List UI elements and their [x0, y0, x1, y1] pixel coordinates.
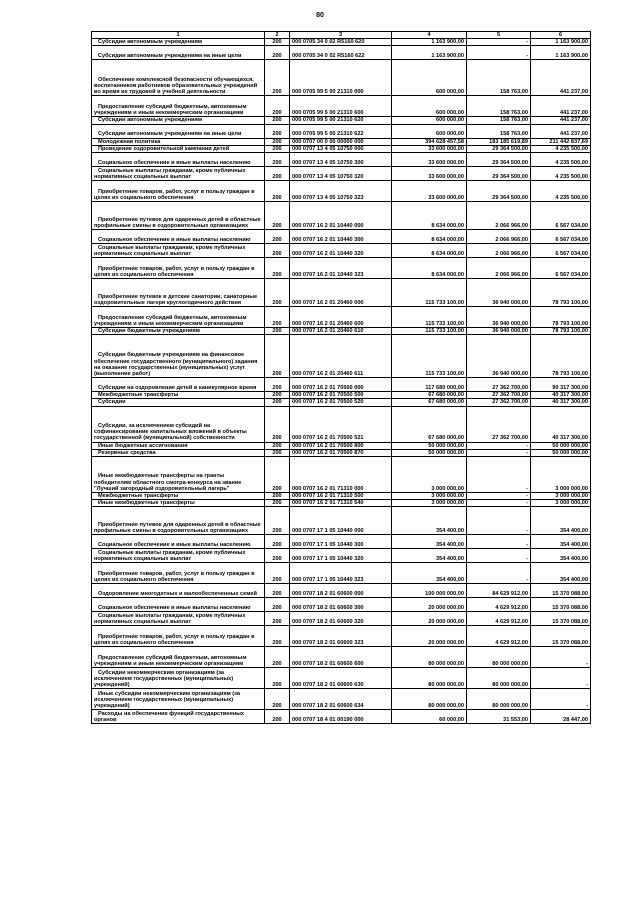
- row-code: 200: [265, 244, 290, 258]
- row-name: Молодежная политика: [92, 138, 265, 145]
- row-approved-amount: 600 000,00: [392, 96, 467, 117]
- row-approved-amount: 80 000 000,00: [392, 647, 467, 668]
- row-unexecuted-amount: 15 370 088,00: [531, 584, 591, 598]
- row-approved-amount: 1 163 900,00: [392, 46, 467, 60]
- row-classification-code: 000 0707 18 4 01 00190 000: [290, 710, 392, 724]
- row-code: 200: [265, 60, 290, 96]
- row-code: 200: [265, 535, 290, 549]
- table-row: [92, 612, 591, 626]
- row-unexecuted-amount: 40 317 300,00: [531, 399, 591, 406]
- row-classification-code: 000 0707 13 4 05 10750 300: [290, 153, 392, 167]
- row-name: Субсидии: [92, 399, 265, 406]
- row-name: Межбюджетные трансферты: [92, 392, 265, 399]
- table-row: [92, 689, 591, 710]
- row-name: Предоставление субсидий бюджетным, автономным учреждениям и иным некоммерческим организациям: [92, 307, 265, 328]
- table-row: [92, 279, 591, 307]
- row-classification-code: 000 0705 99 5 00 21310 000: [290, 60, 392, 96]
- table-row: [92, 202, 591, 230]
- row-executed-amount: 80 000 000,00: [467, 689, 531, 710]
- row-name: Социальное обеспечение и иные выплаты населению: [92, 598, 265, 612]
- row-approved-amount: 117 680 000,00: [392, 378, 467, 392]
- row-unexecuted-amount: 1 163 900,00: [531, 39, 591, 46]
- row-executed-amount: 29 364 500,00: [467, 153, 531, 167]
- row-classification-code: 000 0705 34 0 02 R5160 622: [290, 46, 392, 60]
- table-row: [92, 124, 591, 138]
- table-row: [92, 328, 591, 335]
- row-name: Социальные выплаты гражданам, кроме публичных нормативных социальных выплат: [92, 612, 265, 626]
- table-row: [92, 335, 591, 378]
- row-name: Субсидии автономным учреждениям: [92, 39, 265, 46]
- table-row: [92, 60, 591, 96]
- row-code: 200: [265, 138, 290, 145]
- column-header: 4: [392, 32, 467, 39]
- row-code: 200: [265, 563, 290, 584]
- row-unexecuted-amount: 441 237,00: [531, 60, 591, 96]
- row-unexecuted-amount: 4 235 500,00: [531, 167, 591, 181]
- row-name: Социальные выплаты гражданам, кроме публичных нормативных социальных выплат: [92, 244, 265, 258]
- row-name: Приобретение товаров, работ, услуг в пользу граждан в целях их социального обеспечения: [92, 258, 265, 279]
- table-row: [92, 668, 591, 689]
- row-unexecuted-amount: 28 447,00: [531, 710, 591, 724]
- row-classification-code: 000 0707 16 2 01 71310 000: [290, 457, 392, 493]
- row-code: 200: [265, 399, 290, 406]
- row-code: 200: [265, 612, 290, 626]
- row-executed-amount: -: [467, 507, 531, 535]
- row-approved-amount: 8 634 000,00: [392, 230, 467, 244]
- row-code: 200: [265, 145, 290, 152]
- row-approved-amount: 115 733 100,00: [392, 279, 467, 307]
- table-row: [92, 535, 591, 549]
- row-code: 200: [265, 167, 290, 181]
- row-name: Субсидии на оздоровление детей в каникулярное время: [92, 378, 265, 392]
- table-row: [92, 46, 591, 60]
- row-executed-amount: 4 629 912,00: [467, 626, 531, 647]
- row-approved-amount: 115 733 100,00: [392, 307, 467, 328]
- row-executed-amount: 183 185 619,89: [467, 138, 531, 145]
- row-executed-amount: 29 364 500,00: [467, 145, 531, 152]
- row-name: Приобретение путевок для одаренных детей в областные профильные смены в оздоровительных организациях: [92, 507, 265, 535]
- row-classification-code: 000 0707 17 1 05 10440 000: [290, 507, 392, 535]
- row-code: 200: [265, 335, 290, 378]
- row-unexecuted-amount: 6 567 034,00: [531, 230, 591, 244]
- row-approved-amount: 3 000 000,00: [392, 500, 467, 507]
- row-unexecuted-amount: 441 237,00: [531, 124, 591, 138]
- row-classification-code: 000 0707 18 2 01 60600 634: [290, 689, 392, 710]
- row-executed-amount: 29 364 500,00: [467, 167, 531, 181]
- row-unexecuted-amount: 78 793 100,00: [531, 279, 591, 307]
- row-approved-amount: 354 400,00: [392, 507, 467, 535]
- row-code: 200: [265, 378, 290, 392]
- row-unexecuted-amount: 354 400,00: [531, 535, 591, 549]
- row-classification-code: 000 0707 18 2 01 60600 000: [290, 584, 392, 598]
- row-code: 200: [265, 449, 290, 456]
- row-executed-amount: 2 066 966,00: [467, 202, 531, 230]
- row-executed-amount: 158 763,00: [467, 60, 531, 96]
- row-classification-code: 000 0707 18 2 01 60600 300: [290, 598, 392, 612]
- row-classification-code: 000 0707 16 2 01 70500 521: [290, 406, 392, 442]
- row-classification-code: 000 0705 99 5 00 21310 620: [290, 117, 392, 124]
- row-unexecuted-amount: 354 400,00: [531, 507, 591, 535]
- row-code: 200: [265, 406, 290, 442]
- row-name: Субсидии автономным учреждениям на иные цели: [92, 46, 265, 60]
- row-classification-code: 000 0707 16 2 01 20460 600: [290, 307, 392, 328]
- row-approved-amount: 20 000 000,00: [392, 598, 467, 612]
- row-executed-amount: 2 066 966,00: [467, 258, 531, 279]
- row-classification-code: 000 0707 16 2 01 20460 611: [290, 335, 392, 378]
- row-classification-code: 000 0707 16 2 01 10440 300: [290, 230, 392, 244]
- row-executed-amount: 84 629 912,00: [467, 584, 531, 598]
- row-classification-code: 000 0707 18 2 01 60600 320: [290, 612, 392, 626]
- row-unexecuted-amount: 4 235 500,00: [531, 153, 591, 167]
- row-classification-code: 000 0707 18 2 01 60600 600: [290, 647, 392, 668]
- row-classification-code: 000 0707 00 0 00 00000 000: [290, 138, 392, 145]
- row-approved-amount: 115 733 100,00: [392, 328, 467, 335]
- row-approved-amount: 3 000 000,00: [392, 493, 467, 500]
- table-row: [92, 378, 591, 392]
- row-code: 200: [265, 626, 290, 647]
- row-name: Резервные средства: [92, 449, 265, 456]
- table-row: [92, 449, 591, 456]
- row-executed-amount: -: [467, 549, 531, 563]
- row-unexecuted-amount: 15 370 088,00: [531, 626, 591, 647]
- row-code: 200: [265, 307, 290, 328]
- table-row: [92, 181, 591, 202]
- row-unexecuted-amount: 78 793 100,00: [531, 335, 591, 378]
- row-code: 200: [265, 668, 290, 689]
- row-classification-code: 000 0707 13 4 05 10750 000: [290, 145, 392, 152]
- budget-execution-table: [91, 31, 591, 724]
- row-name: Иные субсидии некоммерческим организациям (за исключением государственных (муниципальных) учреждений): [92, 689, 265, 710]
- row-classification-code: 000 0707 16 2 01 70500 000: [290, 378, 392, 392]
- row-classification-code: 000 0707 16 2 01 10440 320: [290, 244, 392, 258]
- table-row: [92, 598, 591, 612]
- row-unexecuted-amount: 6 567 034,00: [531, 202, 591, 230]
- row-name: Субсидии, за исключением субсидий на софинансирование капитальных вложений в объекты государственной (муниципальной) собственности: [92, 406, 265, 442]
- row-approved-amount: 20 000 000,00: [392, 626, 467, 647]
- row-approved-amount: 354 400,00: [392, 535, 467, 549]
- row-unexecuted-amount: 4 235 500,00: [531, 181, 591, 202]
- table-row: [92, 442, 591, 449]
- row-code: 200: [265, 117, 290, 124]
- table-row: [92, 96, 591, 117]
- row-name: Приобретение товаров, работ, услуг в пользу граждан в целях их социального обеспечения: [92, 563, 265, 584]
- row-code: 200: [265, 328, 290, 335]
- row-approved-amount: 3 000 000,00: [392, 457, 467, 493]
- table-row: [92, 493, 591, 500]
- row-code: 200: [265, 710, 290, 724]
- table-row: [92, 258, 591, 279]
- row-name: Социальное обеспечение и иные выплаты населению: [92, 535, 265, 549]
- row-classification-code: 000 0707 16 2 01 70500 500: [290, 392, 392, 399]
- row-unexecuted-amount: 6 567 034,00: [531, 258, 591, 279]
- row-executed-amount: 27 362 700,00: [467, 392, 531, 399]
- row-executed-amount: 29 364 500,00: [467, 181, 531, 202]
- row-code: 200: [265, 279, 290, 307]
- row-approved-amount: 8 634 000,00: [392, 202, 467, 230]
- row-code: 200: [265, 124, 290, 138]
- row-code: 200: [265, 507, 290, 535]
- table-row: [92, 457, 591, 493]
- row-executed-amount: -: [467, 563, 531, 584]
- row-executed-amount: 36 940 000,00: [467, 307, 531, 328]
- row-unexecuted-amount: 3 000 000,00: [531, 500, 591, 507]
- row-code: 200: [265, 202, 290, 230]
- row-unexecuted-amount: 3 000 000,00: [531, 457, 591, 493]
- row-classification-code: 000 0707 16 2 01 70500 520: [290, 399, 392, 406]
- table-row: [92, 392, 591, 399]
- table-row: [92, 167, 591, 181]
- row-unexecuted-amount: 211 442 837,69: [531, 138, 591, 145]
- row-classification-code: 000 0707 13 4 05 10750 323: [290, 181, 392, 202]
- row-classification-code: 000 0705 99 5 00 21310 622: [290, 124, 392, 138]
- row-name: Обеспечение комплексной безопасности обучающихся, воспитанников работников образовательных учреждений во время их трудовой и учебной деятельности: [92, 60, 265, 96]
- row-classification-code: 000 0707 16 2 01 20460 610: [290, 328, 392, 335]
- row-classification-code: 000 0707 13 4 05 10750 320: [290, 167, 392, 181]
- column-header: 3: [290, 32, 392, 39]
- row-executed-amount: 80 000 000,00: [467, 647, 531, 668]
- row-name: Оздоровление многодетных и малообеспеченных семей: [92, 584, 265, 598]
- row-classification-code: 000 0707 16 2 01 70500 870: [290, 449, 392, 456]
- row-approved-amount: 1 163 900,00: [392, 39, 467, 46]
- row-name: Субсидии автономным учреждениям на иные цели: [92, 124, 265, 138]
- row-executed-amount: -: [467, 449, 531, 456]
- row-code: 200: [265, 258, 290, 279]
- table-row: [92, 507, 591, 535]
- row-unexecuted-amount: 441 237,00: [531, 117, 591, 124]
- row-executed-amount: 31 553,00: [467, 710, 531, 724]
- row-unexecuted-amount: -: [531, 647, 591, 668]
- row-executed-amount: 27 362 700,00: [467, 378, 531, 392]
- row-approved-amount: 8 634 000,00: [392, 258, 467, 279]
- row-name: Социальные выплаты гражданам, кроме публичных нормативных социальных выплат: [92, 167, 265, 181]
- column-header: 5: [467, 32, 531, 39]
- row-code: 200: [265, 46, 290, 60]
- row-code: 200: [265, 598, 290, 612]
- row-name: Приобретение путевок для одаренных детей в областные профильные смены в оздоровительных организациях: [92, 202, 265, 230]
- row-approved-amount: 600 000,00: [392, 117, 467, 124]
- row-unexecuted-amount: -: [531, 668, 591, 689]
- row-approved-amount: 33 600 000,00: [392, 181, 467, 202]
- column-number-row: [92, 32, 591, 39]
- row-code: 200: [265, 392, 290, 399]
- row-approved-amount: 354 400,00: [392, 549, 467, 563]
- row-approved-amount: 8 634 000,00: [392, 244, 467, 258]
- table-row: [92, 584, 591, 598]
- table-row: [92, 647, 591, 668]
- row-code: 200: [265, 689, 290, 710]
- table-row: [92, 153, 591, 167]
- row-executed-amount: -: [467, 493, 531, 500]
- row-code: 200: [265, 549, 290, 563]
- table-row: [92, 500, 591, 507]
- row-classification-code: 000 0707 17 1 05 10440 323: [290, 563, 392, 584]
- table-row: [92, 399, 591, 406]
- row-approved-amount: 600 000,00: [392, 60, 467, 96]
- row-name: Иные бюджетные ассигнования: [92, 442, 265, 449]
- column-header: 6: [531, 32, 591, 39]
- row-approved-amount: 60 000,00: [392, 710, 467, 724]
- row-unexecuted-amount: 90 317 300,00: [531, 378, 591, 392]
- row-unexecuted-amount: 78 793 100,00: [531, 328, 591, 335]
- row-executed-amount: 80 000 000,00: [467, 668, 531, 689]
- row-unexecuted-amount: 4 235 500,00: [531, 145, 591, 152]
- table-row: [92, 145, 591, 152]
- row-name: Иные межбюджетные трансферты на гранты победителям областного смотра-конкурса на звание "Лучший загородный оздоровительный лагерь": [92, 457, 265, 493]
- row-unexecuted-amount: 3 000 000,00: [531, 493, 591, 500]
- row-approved-amount: 33 600 000,00: [392, 145, 467, 152]
- row-executed-amount: 4 629 912,00: [467, 612, 531, 626]
- row-name: Приобретение товаров, работ, услуг в пользу граждан в целях их социального обеспечения: [92, 626, 265, 647]
- row-classification-code: 000 0707 16 2 01 71310 500: [290, 493, 392, 500]
- row-unexecuted-amount: 354 400,00: [531, 549, 591, 563]
- table-row: [92, 39, 591, 46]
- row-code: 200: [265, 493, 290, 500]
- table-row: [92, 626, 591, 647]
- table-row: [92, 563, 591, 584]
- row-executed-amount: 2 066 966,00: [467, 230, 531, 244]
- row-approved-amount: 50 000 000,00: [392, 449, 467, 456]
- row-executed-amount: 27 362 700,00: [467, 406, 531, 442]
- row-code: 200: [265, 500, 290, 507]
- table-row: [92, 406, 591, 442]
- row-classification-code: 000 0707 16 2 01 70500 800: [290, 442, 392, 449]
- row-approved-amount: 67 680 000,00: [392, 392, 467, 399]
- row-classification-code: 000 0707 17 1 05 10440 300: [290, 535, 392, 549]
- row-name: Субсидии некоммерческим организациям (за исключением государственных (муниципальных) учреждений): [92, 668, 265, 689]
- row-approved-amount: 20 000 000,00: [392, 612, 467, 626]
- row-name: Иные межбюджетные трансферты: [92, 500, 265, 507]
- row-name: Межбюджетные трансферты: [92, 493, 265, 500]
- row-unexecuted-amount: 78 793 100,00: [531, 307, 591, 328]
- row-executed-amount: -: [467, 46, 531, 60]
- row-approved-amount: 50 000 000,00: [392, 442, 467, 449]
- row-executed-amount: -: [467, 39, 531, 46]
- row-name: Социальное обеспечение и иные выплаты населению: [92, 153, 265, 167]
- row-approved-amount: 67 680 000,00: [392, 406, 467, 442]
- row-executed-amount: 36 940 000,00: [467, 279, 531, 307]
- row-executed-amount: -: [467, 535, 531, 549]
- row-code: 200: [265, 181, 290, 202]
- row-code: 200: [265, 230, 290, 244]
- row-executed-amount: -: [467, 457, 531, 493]
- row-executed-amount: 36 940 000,00: [467, 335, 531, 378]
- row-unexecuted-amount: 441 237,00: [531, 96, 591, 117]
- row-executed-amount: 36 940 000,00: [467, 328, 531, 335]
- row-unexecuted-amount: 354 400,00: [531, 563, 591, 584]
- column-header: 2: [265, 32, 290, 39]
- row-name: Субсидии автономным учреждениям: [92, 117, 265, 124]
- row-classification-code: 000 0707 16 2 01 20460 000: [290, 279, 392, 307]
- row-unexecuted-amount: 40 317 300,00: [531, 406, 591, 442]
- table-row: [92, 138, 591, 145]
- row-executed-amount: 27 362 700,00: [467, 399, 531, 406]
- row-approved-amount: 67 680 000,00: [392, 399, 467, 406]
- row-unexecuted-amount: 50 000 000,00: [531, 449, 591, 456]
- row-classification-code: 000 0705 99 5 00 21310 600: [290, 96, 392, 117]
- row-unexecuted-amount: 6 567 034,00: [531, 244, 591, 258]
- row-executed-amount: -: [467, 500, 531, 507]
- row-unexecuted-amount: 40 317 300,00: [531, 392, 591, 399]
- row-approved-amount: 115 733 100,00: [392, 335, 467, 378]
- row-classification-code: 000 0707 16 2 01 10440 000: [290, 202, 392, 230]
- row-unexecuted-amount: 1 163 900,00: [531, 46, 591, 60]
- row-unexecuted-amount: 15 370 088,00: [531, 612, 591, 626]
- row-approved-amount: 33 600 000,00: [392, 167, 467, 181]
- page-number: 80: [316, 12, 324, 19]
- row-code: 200: [265, 647, 290, 668]
- row-name: Расходы на обеспечение функций государственных органов: [92, 710, 265, 724]
- row-name: Предоставление субсидий бюджетным, автономным учреждениям и иным некоммерческим организациям: [92, 96, 265, 117]
- row-classification-code: 000 0705 34 0 02 R5160 620: [290, 39, 392, 46]
- row-approved-amount: 354 400,00: [392, 563, 467, 584]
- row-approved-amount: 80 000 000,00: [392, 689, 467, 710]
- row-executed-amount: 158 763,00: [467, 96, 531, 117]
- row-unexecuted-amount: -: [531, 689, 591, 710]
- row-classification-code: 000 0707 16 2 01 10440 323: [290, 258, 392, 279]
- row-name: Социальные выплаты гражданам, кроме публичных нормативных социальных выплат: [92, 549, 265, 563]
- row-approved-amount: 80 000 000,00: [392, 668, 467, 689]
- row-executed-amount: 4 629 912,00: [467, 598, 531, 612]
- row-name: Субсидии бюджетным учреждениям на финансовое обеспечение государственного (муниципального) задания на оказание государственных (муниципальных) услуг (выполнение работ): [92, 335, 265, 378]
- row-executed-amount: 158 763,00: [467, 124, 531, 138]
- row-approved-amount: 600 000,00: [392, 124, 467, 138]
- table-row: [92, 710, 591, 724]
- row-name: Приобретение товаров, работ, услуг в пользу граждан в целях их социального обеспечения: [92, 181, 265, 202]
- row-unexecuted-amount: 50 000 000,00: [531, 442, 591, 449]
- table-row: [92, 230, 591, 244]
- row-code: 200: [265, 96, 290, 117]
- row-classification-code: 000 0707 17 1 05 10440 320: [290, 549, 392, 563]
- row-classification-code: 000 0707 18 2 01 60600 323: [290, 626, 392, 647]
- row-executed-amount: 2 066 966,00: [467, 244, 531, 258]
- table-row: [92, 307, 591, 328]
- row-code: 200: [265, 584, 290, 598]
- row-executed-amount: -: [467, 442, 531, 449]
- row-name: Социальное обеспечение и иные выплаты населению: [92, 230, 265, 244]
- table-row: [92, 244, 591, 258]
- column-header: 1: [92, 32, 265, 39]
- row-executed-amount: 158 763,00: [467, 117, 531, 124]
- row-name: Проведение оздоровительной кампании детей: [92, 145, 265, 152]
- row-code: 200: [265, 442, 290, 449]
- row-name: Субсидии бюджетным учреждениям: [92, 328, 265, 335]
- row-code: 200: [265, 457, 290, 493]
- row-name: Приобретение путевок в детские санатории, санаторные оздоровительные лагеря круглогодичного действия: [92, 279, 265, 307]
- row-classification-code: 000 0707 16 2 01 71310 540: [290, 500, 392, 507]
- row-name: Предоставление субсидий бюджетным, автономным учреждениям и иным некоммерческим организациям: [92, 647, 265, 668]
- row-approved-amount: 100 000 000,00: [392, 584, 467, 598]
- table-row: [92, 549, 591, 563]
- row-classification-code: 000 0707 18 2 01 60600 630: [290, 668, 392, 689]
- row-code: 200: [265, 153, 290, 167]
- row-unexecuted-amount: 15 370 088,00: [531, 598, 591, 612]
- row-code: 200: [265, 39, 290, 46]
- row-approved-amount: 33 600 000,00: [392, 153, 467, 167]
- table-row: [92, 117, 591, 124]
- row-approved-amount: 394 628 457,58: [392, 138, 467, 145]
